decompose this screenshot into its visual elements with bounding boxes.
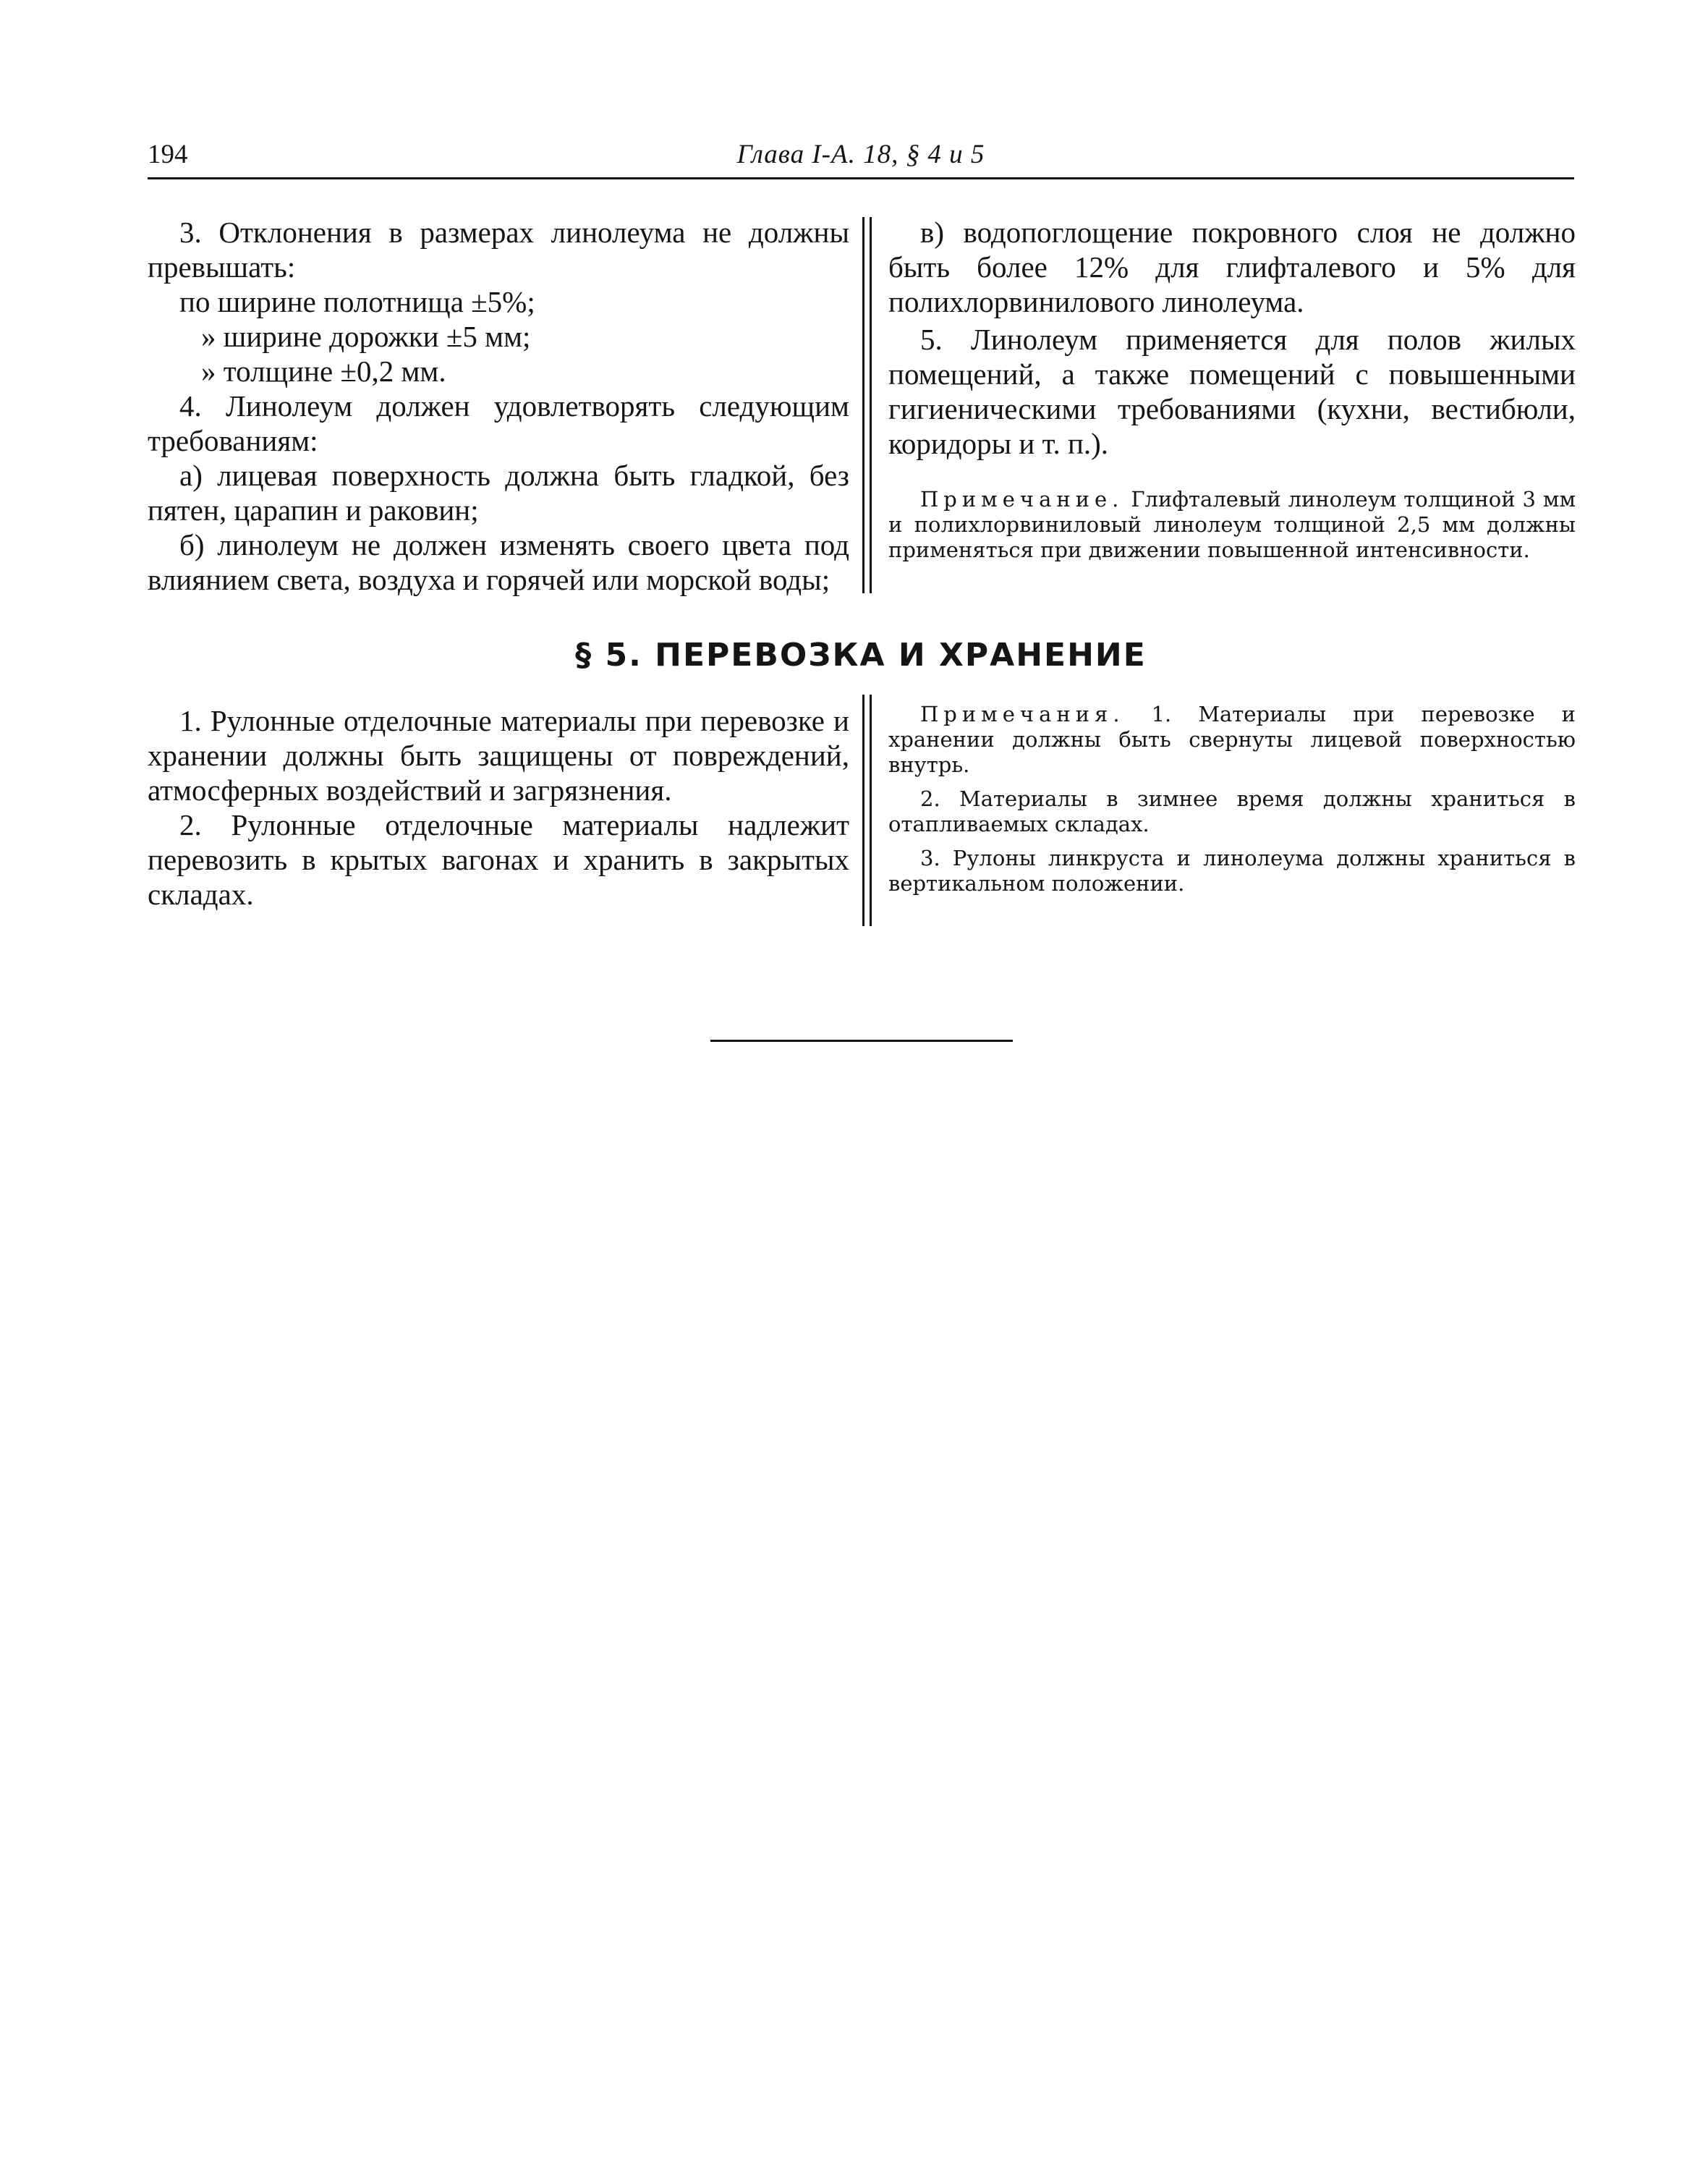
- section4-left-column: [148, 215, 849, 597]
- end-rule: [710, 1040, 1013, 1042]
- column-divider-left-2: [862, 695, 864, 926]
- section5-left-column: [148, 703, 849, 912]
- paragraph-4: 4. Линолеум должен удовлетворять следующим требованиям:: [148, 389, 849, 457]
- section5-paragraph-2: 2. Рулонные отделочные материалы надлежит перевозить в крытых вагонах и хранить в закрытых складах.: [148, 808, 849, 911]
- paragraph-4-item-b: б) линолеум не должен изменять своего цвета под влиянием света, воздуха и горячей или морской воды;: [148, 528, 849, 596]
- paragraph-3: 3. Отклонения в размерах линолеума не должны превышать:: [148, 216, 849, 284]
- note-3: 3. Рулоны линкруста и линолеума должны храниться в вертикальном положении.: [888, 846, 1576, 896]
- section5-notes: [888, 702, 1576, 905]
- section-title: § 5. ПЕРЕВОЗКА И ХРАНЕНИЕ: [575, 637, 1147, 674]
- paragraph-5: 5. Линолеум применяется для полов жилых помещений, а также помещений с повышенными гигиеническими требованиями (кухни, вестибюли, коридоры и т. п.).: [888, 323, 1576, 460]
- paragraph-3-thickness-tolerance: » толщине ±0,2 мм.: [201, 355, 446, 388]
- running-title: Глава I-A. 18, § 4 и 5: [736, 140, 985, 169]
- paragraph-3-width-tolerance: по ширине полотнища ±5%;: [179, 285, 535, 318]
- paragraph-4-item-a: а) лицевая поверхность должна быть гладкой, без пятен, царапин и раковин;: [148, 459, 849, 527]
- note-2: 2. Материалы в зимнее время должны храниться в отапливаемых складах.: [888, 786, 1576, 836]
- section4-note: [888, 487, 1576, 563]
- page-number: 194: [148, 140, 188, 169]
- note-1-intro: 1. Материалы при перевозке и хранении должны быть свернуты лицевой поверхностью внутрь.: [888, 702, 1576, 777]
- section4-right-column: [888, 215, 1576, 572]
- column-divider-left: [862, 217, 864, 593]
- paragraph-4-item-v: в) водопоглощение покровного слоя не должно быть более 12% для глифталевого и 5% для полихлорвинилового линолеума.: [888, 216, 1576, 318]
- column-divider-right-2: [870, 695, 872, 926]
- note-label: Примечание.: [920, 487, 1124, 512]
- notes-label: Примечания.: [920, 702, 1125, 726]
- paragraph-3-runner-tolerance: » ширине дорожки ±5 мм;: [201, 320, 531, 353]
- note-text: Глифталевый линолеум толщиной 3 мм и полихлорвиниловый линолеум толщиной 2,5 мм должны применяться при движении повышенной интенсивности.: [888, 487, 1576, 562]
- column-divider-right: [870, 217, 872, 593]
- page-header: [148, 139, 1574, 172]
- header-rule: [148, 177, 1574, 179]
- section5-paragraph-1: 1. Рулонные отделочные материалы при перевозке и хранении должны быть защищены от повреждений, атмосферных воздействий и загрязнения.: [148, 704, 849, 807]
